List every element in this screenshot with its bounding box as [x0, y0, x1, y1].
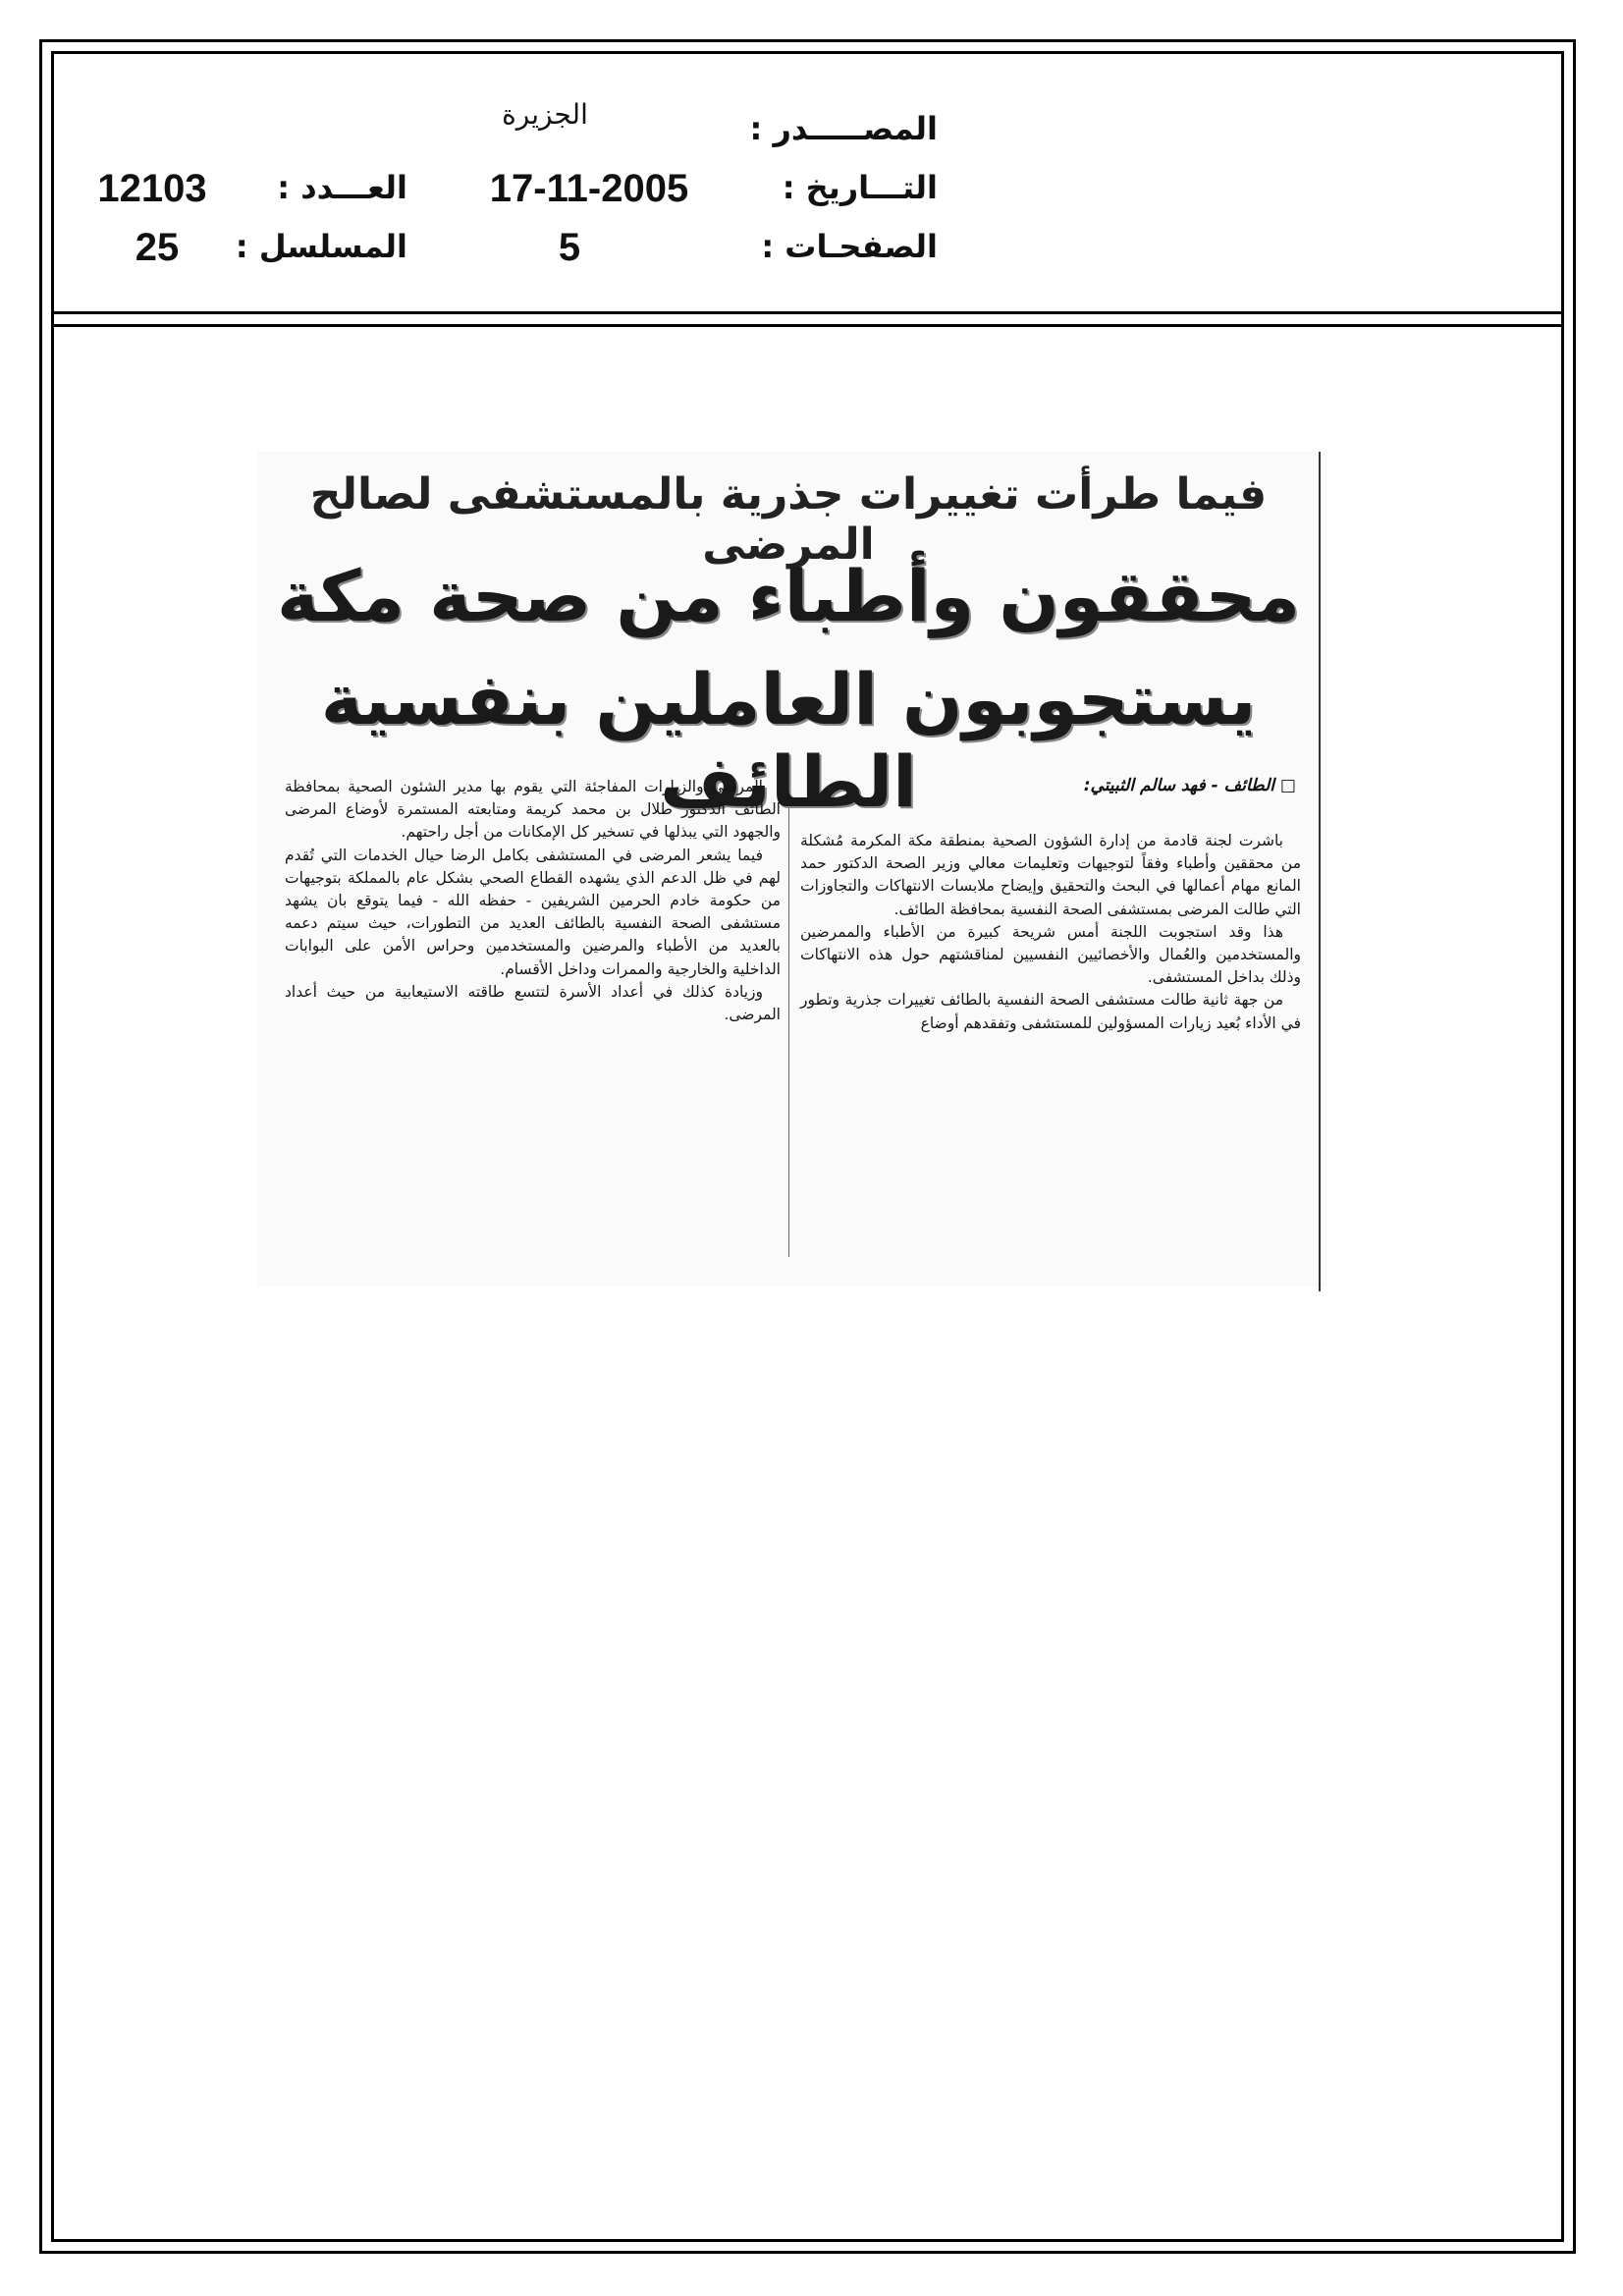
header-divider-second: [51, 324, 1564, 327]
date-label: التـــاريخ :: [782, 169, 938, 206]
article-column-right: [800, 830, 1301, 1035]
issue-value: 12103: [97, 167, 207, 210]
article-headline-line1: محققون وأطباء من صحة مكة: [276, 555, 1301, 637]
paragraph: المرضى والزيارات المفاجئة التي يقوم بها مدير الشئون الصحية بمحافظة الطائف الدكتور طلال بن محمد كريمة ومتابعته المستمرة لأوضاع المرضى والجهود التي يبذلها في تسخير كل الإمكانات من أجل راحتهم.: [285, 778, 781, 842]
serial-value: 25: [135, 226, 180, 269]
paragraph: باشرت لجنة قادمة من إدارة الشؤون الصحية بمنطقة مكة المكرمة مُشكلة من محققين وأطباء وفقاً لتوجيهات وتعليمات معالي وزير الصحة الدكتور حمد المانع مهام أعمالها في البحث والتحقيق وإيضاح ملابسات الانتهاكات والتجاوزات التي طالت المرضى بمستشفى الصحة النفسية بمحافظة الطائف.: [800, 832, 1301, 918]
paragraph: هذا وقد استجوبت اللجنة أمس شريحة كبيرة من الأطباء والممرضين والمستخدمين والعُمال والأخصائيين النفسيين لمناقشتهم حول هذه الانتهاكات وذلك بداخل المستشفى.: [800, 922, 1301, 987]
article-headline-line2: يستجوبون العاملين بنفسية الطائف: [320, 658, 1257, 823]
pages-label: الصفحـات :: [761, 228, 938, 265]
pages-value: 5: [558, 226, 581, 269]
source-label: المصـــــدر :: [749, 110, 938, 147]
source-value: الجزيرة: [502, 98, 588, 131]
issue-label: العـــدد :: [277, 169, 407, 206]
article-column-left: [285, 776, 781, 1026]
column-divider: [788, 761, 789, 1257]
paragraph: من جهة ثانية طالت مستشفى الصحة النفسية بالطائف تغييرات جذرية وتطور في الأداء بُعيد زيارات المسؤولين للمستشفى وتفقدهم أوضاع: [800, 991, 1301, 1032]
serial-label: المسلسل :: [235, 228, 407, 265]
paragraph: وزيادة كذلك في أعداد الأسرة لتتسع طاقته الاستيعابية من حيث أعداد المرضى.: [285, 982, 781, 1024]
article-byline: □ الطائف - فهد سالم الثبيتي:: [1083, 776, 1296, 795]
header-divider: [51, 311, 1564, 314]
paragraph: فيما يشعر المرضى في المستشفى بكامل الرضا حيال الخدمات التي تُقدم لهم في ظل الدعم الذي يشهده القطاع الصحي بشكل عام بالمملكة بتوجيهات من حكومة خادم الحرمين الشريفين - حفظه الله - فيما يتوقع بان يشهد مستشفى الصحة النفسية بالطائف العديد من التطورات، حيث سيتم دعمه بالعديد من الأطباء والمرضين والمستخدمين وحراس الأمن على البوابات الداخلية والخارجية والممرات وداخل الأقسام.: [285, 846, 781, 978]
date-value: 17-11-2005: [489, 167, 689, 210]
article-kicker: فيما طرأت تغييرات جذرية بالمستشفى لصالح المرضى: [309, 469, 1268, 570]
